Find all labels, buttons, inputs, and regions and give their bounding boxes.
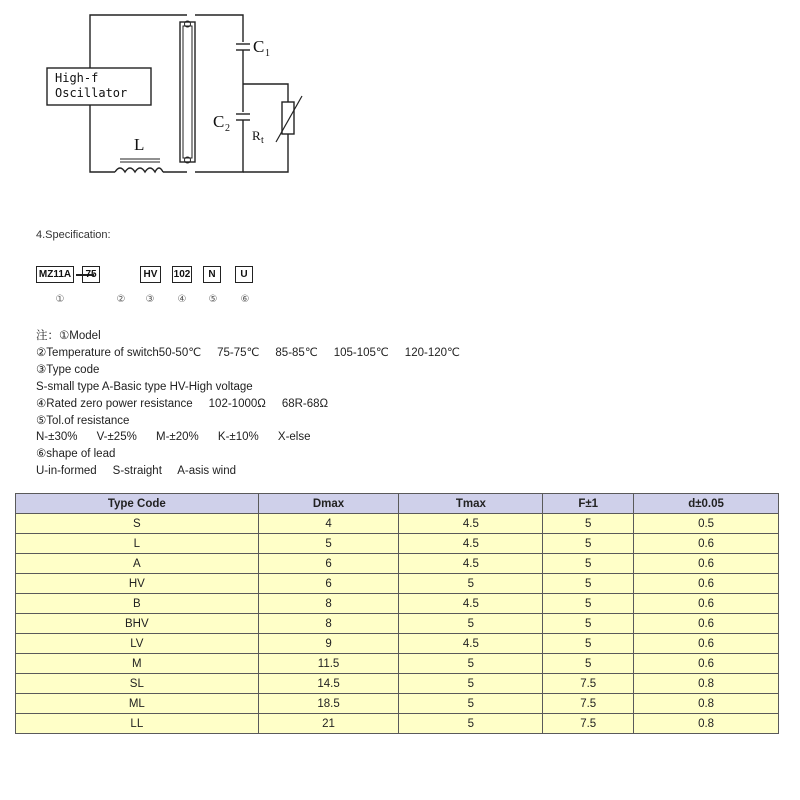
circuit-diagram: [0, 0, 800, 200]
table-row: [16, 554, 779, 574]
code-box-resistance: 102: [172, 266, 192, 283]
table-row: [16, 534, 779, 554]
table-cell: 8: [258, 594, 399, 614]
table-cell: 6: [258, 554, 399, 574]
code-box-lead: U: [235, 266, 253, 283]
table-cell: 7.5: [543, 714, 634, 734]
table-body: [16, 514, 779, 734]
table-cell: 0.8: [634, 674, 779, 694]
table-cell: L: [16, 534, 259, 554]
table-cell: 5: [543, 594, 634, 614]
code-box-model: MZ11A: [36, 266, 74, 283]
table-cell: 14.5: [258, 674, 399, 694]
table-cell: 0.5: [634, 514, 779, 534]
label-c1-sub: 1: [265, 48, 270, 59]
table-row: [16, 654, 779, 674]
note-type-options: S-small type A-Basic type HV-High voltage: [36, 380, 253, 393]
header-tmax: Tmax: [399, 494, 543, 514]
table-cell: ML: [16, 694, 259, 714]
table-cell: 0.8: [634, 694, 779, 714]
table-cell: 0.8: [634, 714, 779, 734]
table-cell: LV: [16, 634, 259, 654]
label-c2: C: [213, 112, 225, 131]
table-cell: LL: [16, 714, 259, 734]
table-row: [16, 634, 779, 654]
note-tolerance: ⑤Tol.of resistance: [36, 414, 130, 427]
table-cell: 5: [543, 654, 634, 674]
table-cell: 5: [399, 654, 543, 674]
table-cell: 5: [399, 694, 543, 714]
code-number-2: ②: [116, 294, 126, 305]
table-cell: 5: [399, 614, 543, 634]
table-cell: 4.5: [399, 594, 543, 614]
header-d: d±0.05: [634, 494, 779, 514]
label-rt: R: [252, 128, 261, 143]
code-box-temperature: 75: [82, 266, 100, 283]
note-tolerance-options: N-±30% V-±25% M-±20% K-±10% X-else: [36, 431, 311, 444]
table-cell: 5: [258, 534, 399, 554]
table-cell: 0.6: [634, 574, 779, 594]
table-cell: 7.5: [543, 674, 634, 694]
table-cell: 5: [543, 614, 634, 634]
table-cell: 0.6: [634, 534, 779, 554]
label-rt-sub: t: [261, 135, 264, 146]
table-cell: 5: [399, 574, 543, 594]
oscillator-line-2: Oscillator: [55, 86, 128, 100]
table-row: [16, 694, 779, 714]
table-cell: 4: [258, 514, 399, 534]
spec-notes: [36, 328, 460, 480]
table-cell: 5: [543, 534, 634, 554]
code-number-5: ⑤: [208, 294, 218, 305]
table-cell: SL: [16, 674, 259, 694]
note-lead-shape: ⑥shape of lead: [36, 448, 116, 461]
header-f: F±1: [543, 494, 634, 514]
table-cell: 4.5: [399, 634, 543, 654]
table-cell: BHV: [16, 614, 259, 634]
label-l: L: [134, 135, 145, 154]
table-cell: 5: [543, 634, 634, 654]
table-cell: S: [16, 514, 259, 534]
lamp-tube: [180, 22, 195, 162]
label-c1: C: [253, 37, 265, 56]
table-cell: 8: [258, 614, 399, 634]
table-cell: HV: [16, 574, 259, 594]
table-row: [16, 594, 779, 614]
dimension-table: [15, 493, 779, 734]
table-cell: 7.5: [543, 694, 634, 714]
code-number-6: ⑥: [240, 294, 250, 305]
code-box-type: HV: [140, 266, 161, 283]
header-type-code: Type Code: [16, 494, 259, 514]
table-cell: 5: [399, 714, 543, 734]
table-cell: 21: [258, 714, 399, 734]
table-header-row: [16, 494, 779, 514]
table-cell: 9: [258, 634, 399, 654]
spec-title: 4.Specification:: [36, 229, 111, 241]
table-row: [16, 674, 779, 694]
code-number-3: ③: [145, 294, 155, 305]
table-cell: 4.5: [399, 534, 543, 554]
note-resistance: ④Rated zero power resistance 102-1000Ω 68R-68Ω: [36, 397, 329, 410]
table-cell: 4.5: [399, 514, 543, 534]
table-cell: M: [16, 654, 259, 674]
table-cell: 5: [399, 674, 543, 694]
table-cell: 4.5: [399, 554, 543, 574]
table-cell: 5: [543, 574, 634, 594]
table-row: [16, 514, 779, 534]
table-cell: 18.5: [258, 694, 399, 714]
table-cell: 5: [543, 554, 634, 574]
code-number-4: ④: [177, 294, 187, 305]
table-cell: 6: [258, 574, 399, 594]
note-model: 注：①Model: [36, 330, 101, 342]
table-cell: 0.6: [634, 654, 779, 674]
table-cell: 0.6: [634, 614, 779, 634]
note-type-code: ③Type code: [36, 363, 100, 376]
oscillator-line-1: High-f: [55, 71, 99, 85]
code-number-1: ①: [55, 294, 65, 305]
note-temperature: ②Temperature of switch50-50℃ 75-75℃ 85-85℃ 105-105℃ 120-120℃: [36, 346, 460, 359]
code-box-tolerance: N: [203, 266, 221, 283]
table-row: [16, 714, 779, 734]
table-cell: 0.6: [634, 554, 779, 574]
table-row: [16, 574, 779, 594]
label-c2-sub: 2: [225, 123, 230, 134]
header-dmax: Dmax: [258, 494, 399, 514]
table-row: [16, 614, 779, 634]
table-cell: 0.6: [634, 634, 779, 654]
table-cell: 11.5: [258, 654, 399, 674]
note-lead-options: U-in-formed S-straight A-asis wind: [36, 465, 237, 478]
table-cell: 5: [543, 514, 634, 534]
table-cell: A: [16, 554, 259, 574]
table-cell: 0.6: [634, 594, 779, 614]
table-cell: B: [16, 594, 259, 614]
